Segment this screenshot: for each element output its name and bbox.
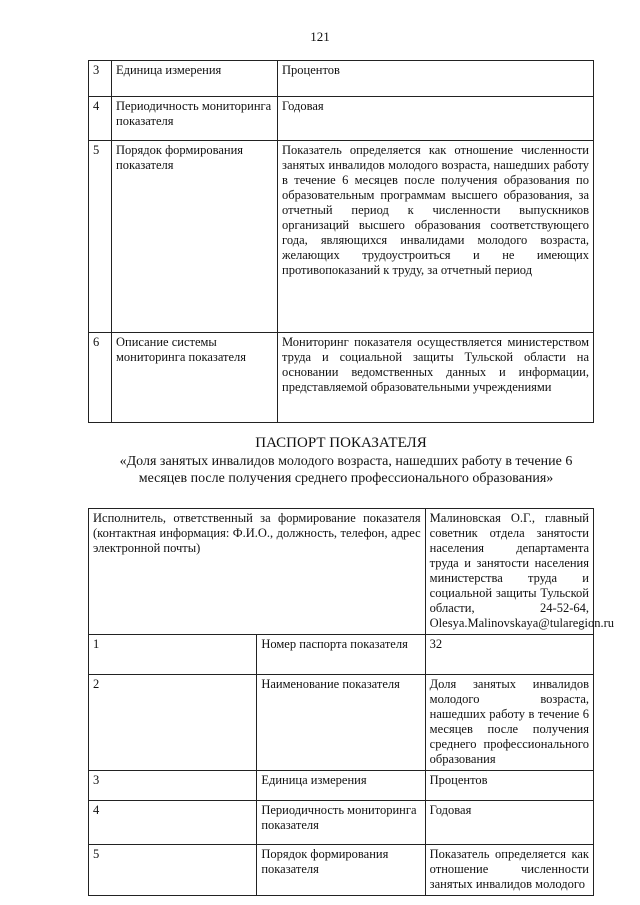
row-number: 5	[89, 845, 257, 896]
row-value: 32	[425, 635, 593, 675]
row-label: Периодичность мониторинга показателя	[257, 801, 425, 845]
row-number: 4	[89, 801, 257, 845]
row-value: Показатель определяется как отношение численности занятых инвалидов молодого возраста, нашедших работу в течение 6 месяцев после получения образования по образовательным программам высшего образования, за отчетный период к численности выпускников организаций высшего образования соответствующего года, являющихся инвалидами молодого возраста, желающих трудоустроиться и не имеющих противопоказаний к труду, за отчетный период	[278, 141, 594, 333]
row-label: Номер паспорта показателя	[257, 635, 425, 675]
table-row	[89, 61, 594, 97]
row-label: Периодичность мониторинга показателя	[112, 97, 278, 141]
table-row	[89, 635, 594, 675]
row-value: Годовая	[278, 97, 594, 141]
executor-label: Исполнитель, ответственный за формирование показателя (контактная информация: Ф.И.О., должность, телефон, адрес электронной почты)	[89, 509, 426, 635]
table-row	[89, 97, 594, 141]
row-value: Процентов	[425, 771, 593, 801]
row-value: Показатель определяется как отношение численности занятых инвалидов молодого	[425, 845, 593, 896]
row-number: 2	[89, 675, 257, 771]
table-row-executor	[89, 509, 594, 635]
table-row	[89, 801, 594, 845]
row-value: Процентов	[278, 61, 594, 97]
page-number: 121	[310, 29, 330, 44]
executor-value: Малиновская О.Г., главный советник отдела занятости населения департамента труда и занятости населения министерства труда и социальной защиты Тульской области, 24-52-64, Olesya.Malinovskaya@tularegion.ru	[425, 509, 593, 635]
table-row	[89, 675, 594, 771]
row-value: Мониторинг показателя осуществляется министерством труда и социальной защиты Тульской области на основании ведомственных данных и информации, представляемой образовательными учреждениями	[278, 333, 594, 423]
row-label: Наименование показателя	[257, 675, 425, 771]
table-row	[89, 141, 594, 333]
indicator-passport-table	[88, 508, 615, 896]
row-number: 1	[89, 635, 257, 675]
row-number: 3	[89, 771, 257, 801]
row-label: Описание системы мониторинга показателя	[112, 333, 278, 423]
row-value: Годовая	[425, 801, 593, 845]
passport-subtitle: «Доля занятых инвалидов молодого возраста, нашедших работу в течение 6 месяцев после получения среднего профессионального образования»	[119, 454, 573, 486]
row-label: Единица измерения	[112, 61, 278, 97]
table-row	[89, 845, 594, 896]
row-number: 6	[89, 333, 112, 423]
row-label: Порядок формирования показателя	[112, 141, 278, 333]
table-row	[89, 771, 594, 801]
row-value: Доля занятых инвалидов молодого возраста, нашедших работу в течение 6 месяцев после получения среднего профессионального образования	[425, 675, 593, 771]
table-row	[89, 333, 594, 423]
row-label: Порядок формирования показателя	[257, 845, 425, 896]
row-number: 3	[89, 61, 112, 97]
row-label: Единица измерения	[257, 771, 425, 801]
row-number: 4	[89, 97, 112, 141]
indicator-table-continued	[88, 60, 594, 423]
passport-title: ПАСПОРТ ПОКАЗАТЕЛЯ	[255, 435, 427, 451]
row-number: 5	[89, 141, 112, 333]
